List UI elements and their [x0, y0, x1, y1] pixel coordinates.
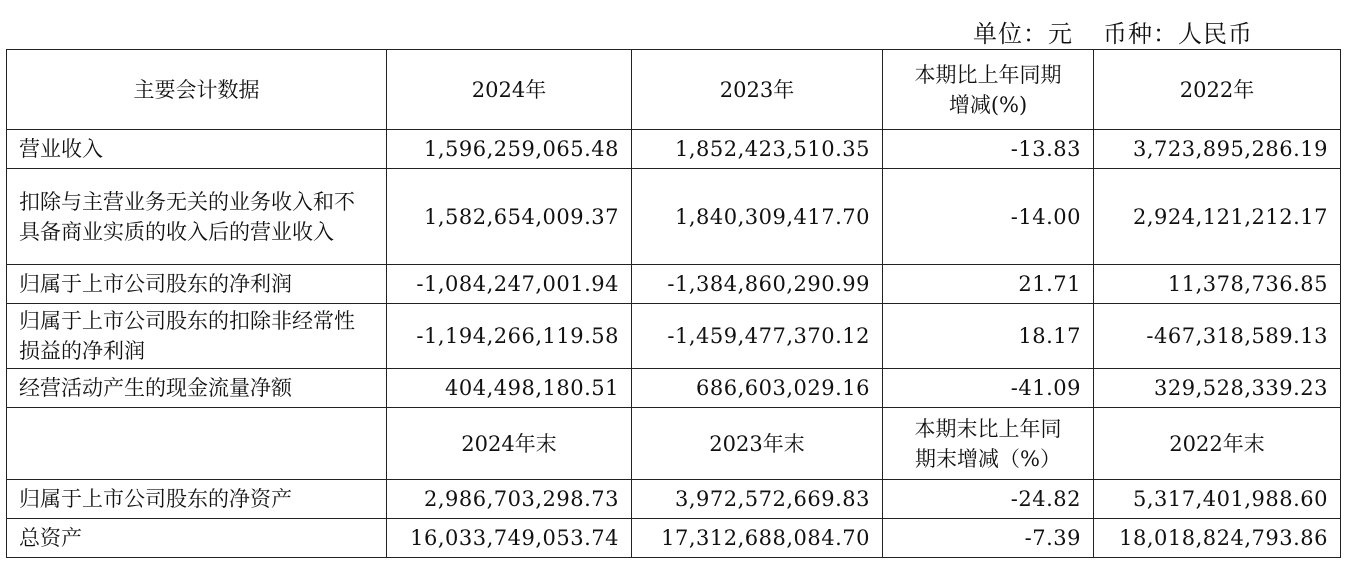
row-label: 扣除与主营业务无关的业务收入和不具备商业实质的收入后的营业收入 — [7, 169, 387, 265]
table-row — [7, 130, 1341, 169]
value-2022: 329,528,339.23 — [1094, 369, 1341, 408]
value-2022: 18,018,824,793.86 — [1094, 519, 1341, 558]
value-2022: 5,317,401,988.60 — [1094, 480, 1341, 519]
unit-label: 单位：元 — [973, 20, 1073, 48]
value-2023: 686,603,029.16 — [632, 369, 883, 408]
unit-currency-note — [973, 14, 1253, 49]
table-row — [7, 304, 1341, 369]
currency-label: 币种：人民币 — [1103, 20, 1253, 48]
value-2024: 2,986,703,298.73 — [387, 480, 632, 519]
header-2023: 2023年 — [632, 50, 883, 130]
subheader-2022-end: 2022年末 — [1094, 408, 1341, 480]
value-change: -41.09 — [883, 369, 1094, 408]
row-label: 总资产 — [7, 519, 387, 558]
value-change: 18.17 — [883, 304, 1094, 369]
value-2024: 1,582,654,009.37 — [387, 169, 632, 265]
value-2023: 17,312,688,084.70 — [632, 519, 883, 558]
row-label: 营业收入 — [7, 130, 387, 169]
table-row — [7, 480, 1341, 519]
value-2022: 2,924,121,212.17 — [1094, 169, 1341, 265]
value-2024: -1,194,266,119.58 — [387, 304, 632, 369]
value-2022: 3,723,895,286.19 — [1094, 130, 1341, 169]
row-label: 归属于上市公司股东的扣除非经常性损益的净利润 — [7, 304, 387, 369]
value-2022: -467,318,589.13 — [1094, 304, 1341, 369]
subheader-2023-end: 2023年末 — [632, 408, 883, 480]
value-change: -14.00 — [883, 169, 1094, 265]
value-change: -24.82 — [883, 480, 1094, 519]
value-change: -7.39 — [883, 519, 1094, 558]
subheader-item — [7, 408, 387, 480]
value-2023: 1,852,423,510.35 — [632, 130, 883, 169]
table-row — [7, 169, 1341, 265]
value-2024: 404,498,180.51 — [387, 369, 632, 408]
value-2024: -1,084,247,001.94 — [387, 265, 632, 304]
row-label: 归属于上市公司股东的净利润 — [7, 265, 387, 304]
header-2024: 2024年 — [387, 50, 632, 130]
key-accounting-data-table — [6, 49, 1341, 558]
value-2024: 16,033,749,053.74 — [387, 519, 632, 558]
table-header-row — [7, 50, 1341, 130]
value-change: -13.83 — [883, 130, 1094, 169]
subheader-change: 本期末比上年同期末增减（%） — [883, 408, 1094, 480]
header-item: 主要会计数据 — [7, 50, 387, 130]
header-change: 本期比上年同期增减(%) — [883, 50, 1094, 130]
row-label: 经营活动产生的现金流量净额 — [7, 369, 387, 408]
table-row — [7, 369, 1341, 408]
value-2023: -1,459,477,370.12 — [632, 304, 883, 369]
value-2023: 3,972,572,669.83 — [632, 480, 883, 519]
table-subheader-row — [7, 408, 1341, 480]
table-row — [7, 265, 1341, 304]
row-label: 归属于上市公司股东的净资产 — [7, 480, 387, 519]
value-change: 21.71 — [883, 265, 1094, 304]
value-2023: 1,840,309,417.70 — [632, 169, 883, 265]
value-2024: 1,596,259,065.48 — [387, 130, 632, 169]
value-2022: 11,378,736.85 — [1094, 265, 1341, 304]
subheader-2024-end: 2024年末 — [387, 408, 632, 480]
value-2023: -1,384,860,290.99 — [632, 265, 883, 304]
table-row — [7, 519, 1341, 558]
header-2022: 2022年 — [1094, 50, 1341, 130]
